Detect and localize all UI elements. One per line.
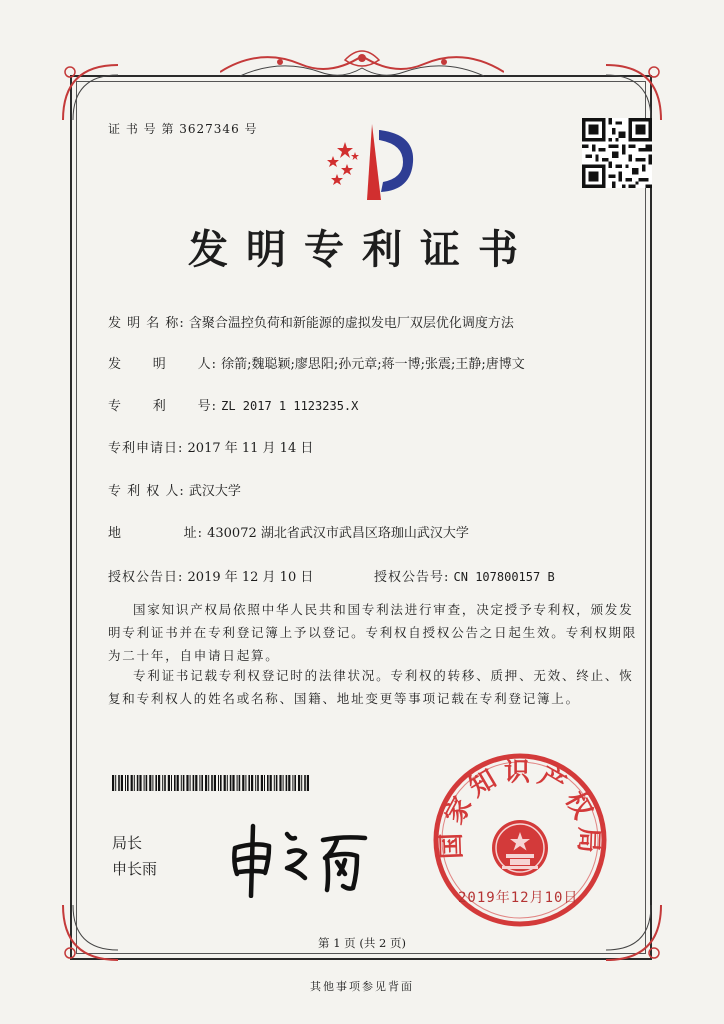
director-title: 局长 <box>112 834 143 852</box>
address-value: 430072 湖北省武汉市武昌区珞珈山武汉大学 <box>207 526 469 541</box>
top-ornament <box>220 42 504 92</box>
national-emblem <box>492 820 548 876</box>
grant-date-label: 授权公告日: <box>108 570 184 585</box>
grant-number-label: 授权公告号: <box>374 570 450 585</box>
grant-date-value: 2019 年 12 月 10 日 <box>187 570 314 585</box>
director-name: 申长雨 <box>112 860 158 878</box>
seal-text: 国家知识产权局 <box>436 757 604 860</box>
certificate-title: 发明专利证书 <box>188 226 536 273</box>
patent-number-value: ZL 2017 1 1123235.X <box>221 399 359 413</box>
corner-ornament-bottom-left <box>58 895 128 965</box>
inventors-row <box>108 353 525 372</box>
barcode <box>112 775 312 791</box>
patentee-value: 武汉大学 <box>188 484 241 499</box>
grant-date-row <box>108 566 313 585</box>
patentee-row <box>108 480 241 499</box>
address-label: 地 址: <box>108 526 203 541</box>
patent-number-label: 专 利 号: <box>108 399 217 414</box>
director-signature <box>225 818 375 898</box>
inventors-value: 徐箭;魏聪颖;廖思阳;孙元章;蒋一博;张震;王静;唐博文 <box>221 357 525 372</box>
patentee-label: 专 利 权 人: <box>108 484 185 499</box>
inventors-label: 发 明 人: <box>108 357 217 372</box>
qr-code <box>582 118 652 188</box>
statement-paragraph-2: 专利证书记载专利权登记时的法律状况。专利权的转移、质押、无效、终止、恢复和专利权人的姓名或名称、国籍、地址变更等事项记载在专利登记簿上。 <box>108 668 634 706</box>
page-number: 第 1 页 (共 2 页) <box>318 936 406 950</box>
footnote: 其他事项参见背面 <box>310 980 414 993</box>
grant-number-row <box>374 566 555 585</box>
seal-date: 2019年12月10日 <box>458 890 579 906</box>
application-date-label: 专利申请日: <box>108 441 184 456</box>
invention-name-label: 发 明 名 称: <box>108 316 185 331</box>
application-date-value: 2017 年 11 月 14 日 <box>187 441 314 456</box>
application-date-row <box>108 437 313 456</box>
invention-name-row <box>108 312 514 331</box>
address-row <box>108 522 469 541</box>
statement-paragraph-1: 国家知识产权局依照中华人民共和国专利法进行审查，决定授予专利权，颁发发明专利证书并在专利登记簿上予以登记。专利权自授权公告之日起生效。专利权期限为二十年，自申请日起算。 <box>108 602 638 663</box>
patent-number-row <box>108 395 358 414</box>
invention-name-value: 含聚合温控负荷和新能源的虚拟发电厂双层优化调度方法 <box>188 316 514 331</box>
grant-number-value: CN 107800157 B <box>453 570 555 584</box>
cnipa-logo <box>315 112 425 212</box>
certificate-number: 证 书 号 第 3627346 号 <box>108 122 258 136</box>
